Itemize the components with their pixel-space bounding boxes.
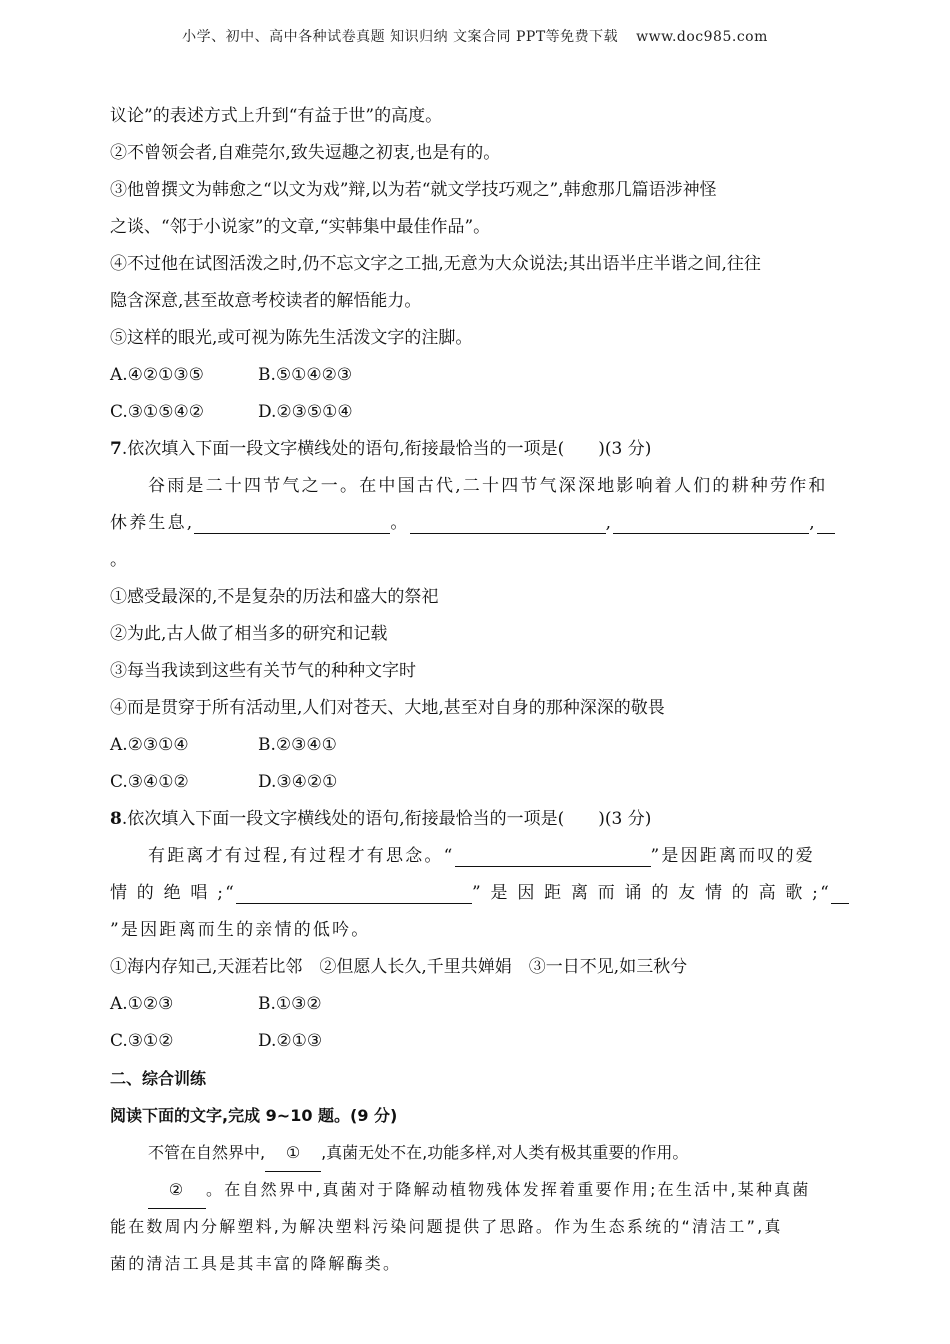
q8-passage-line-3: ”是因距离而生的亲情的低吟。 — [110, 920, 371, 940]
q6-sentence-4-cont: 隐含深意,甚至故意考校读者的解悟能力。 — [110, 291, 422, 311]
q7-passage-line-3: 。 — [110, 550, 127, 570]
q6-sentence-3: ③他曾撰文为韩愈之“以文为戏”辩,以为若“就文学技巧观之”,韩愈那几篇语涉神怪 — [110, 180, 717, 200]
reading-text-1: 不管在自然界中, — [148, 1143, 266, 1162]
reading-paragraph-1 — [110, 1134, 842, 1171]
q7-blank-3[interactable] — [613, 513, 809, 534]
reading-intro: 阅读下面的文字,完成 9~10 题。(9 分) — [110, 1106, 398, 1125]
q7-comma-2: , — [809, 513, 817, 533]
q7-option-b[interactable]: B.②③④① — [258, 735, 337, 755]
document-body — [110, 98, 842, 1282]
q8-option-a[interactable]: A.①②③ — [110, 994, 174, 1014]
q8-option-b[interactable]: B.①③② — [258, 994, 322, 1014]
q7-passage-text: 休养生息, — [110, 513, 195, 533]
q8-options-row-1 — [110, 986, 842, 1023]
reading-paragraph-2-line-2: 能在数周内分解塑料,为解决塑料污染问题提供了思路。作为生态系统的“清洁工”,真 — [110, 1217, 783, 1236]
q6-sentence-5: ⑤这样的眼光,或可视为陈先生活泼文字的注脚。 — [110, 328, 473, 348]
q7-passage-line-2 — [110, 505, 842, 542]
q8-passage-text-2: ”是因距离而叹的爱 — [650, 846, 815, 866]
q7-period: 。 — [390, 513, 410, 533]
q6-options-row-2 — [110, 394, 842, 431]
q8-options-row-2 — [110, 1023, 842, 1060]
q8-blank-2[interactable] — [236, 883, 472, 904]
q7-blank-2[interactable] — [410, 513, 606, 534]
q8-stem — [110, 801, 842, 838]
q7-blank-1[interactable] — [194, 513, 390, 534]
reading-text-2: ,真菌无处不在,功能多样,对人类有极其重要的作用。 — [321, 1143, 689, 1162]
q7-passage-line-1: 谷雨是二十四节气之一。在中国古代,二十四节气深深地影响着人们的耕种劳作和 — [148, 476, 828, 496]
q7-comma-1: , — [605, 513, 614, 533]
q7-blank-4[interactable] — [817, 513, 835, 534]
q7-option-a[interactable]: A.②③①④ — [110, 735, 189, 755]
q6-sentence-3-cont: 之谈、“邻于小说家”的文章,“实韩集中最佳作品”。 — [110, 217, 491, 237]
q6-options-row-1 — [110, 357, 842, 394]
q8-number: 8 — [110, 809, 122, 829]
q8-option-d[interactable]: D.②①③ — [258, 1031, 323, 1051]
q7-options-row-2 — [110, 764, 842, 801]
q7-option-c[interactable]: C.③④①② — [110, 772, 189, 792]
reading-blank-2[interactable]: ② — [148, 1171, 206, 1209]
q7-stem — [110, 431, 842, 468]
q8-passage-line-1 — [110, 838, 842, 875]
q8-passage-text-3: 情 的 绝 唱 ;“ — [110, 883, 237, 903]
q7-sentence-4: ④而是贯穿于所有活动里,人们对苍天、大地,甚至对自身的那种深深的敬畏 — [110, 698, 665, 718]
q7-stem-text: .依次填入下面一段文字横线处的语句,衔接最恰当的一项是( )(3 分) — [121, 439, 652, 459]
q8-blank-1[interactable] — [455, 846, 651, 867]
q7-options-row-1 — [110, 727, 842, 764]
reading-paragraph-2 — [110, 1171, 842, 1208]
section-title: 二、综合训练 — [110, 1069, 207, 1088]
q7-sentence-2: ②为此,古人做了相当多的研究和记载 — [110, 624, 388, 644]
page-header — [0, 26, 950, 46]
reading-blank-1[interactable]: ① — [265, 1134, 321, 1172]
q6-sentence-4: ④不过他在试图活泼之时,仍不忘文字之工拙,无意为大众说法;其出语半庄半谐之间,往往 — [110, 254, 761, 274]
q8-passage-line-2 — [110, 875, 842, 912]
q8-blank-3[interactable] — [831, 883, 849, 904]
q7-sentence-3: ③每当我读到这些有关节气的种种文字时 — [110, 661, 416, 681]
q8-stem-text: .依次填入下面一段文字横线处的语句,衔接最恰当的一项是( )(3 分) — [121, 809, 652, 829]
q6-option-b[interactable]: B.⑤①④②③ — [258, 365, 353, 385]
q8-option-c[interactable]: C.③①② — [110, 1031, 174, 1051]
header-site-link[interactable]: www.doc985.com — [636, 29, 768, 45]
q7-option-d[interactable]: D.③④②① — [258, 772, 338, 792]
q6-option-c[interactable]: C.③①⑤④② — [110, 402, 205, 422]
q8-passage-text-1: 有距离才有过程,有过程才有思念。“ — [148, 846, 455, 866]
q7-sentence-1: ①感受最深的,不是复杂的历法和盛大的祭祀 — [110, 587, 439, 607]
header-text: 小学、初中、高中各种试卷真题 知识归纳 文案合同 PPT等免费下载 — [182, 29, 619, 45]
q6-line-0: 议论”的表述方式上升到“有益于世”的高度。 — [110, 106, 443, 126]
reading-paragraph-2-line-3: 菌的清洁工具是其丰富的降解酶类。 — [110, 1254, 402, 1273]
q6-sentence-2: ②不曾领会者,自难莞尔,致失逗趣之初衷,也是有的。 — [110, 143, 501, 163]
q6-option-d[interactable]: D.②③⑤①④ — [258, 402, 353, 422]
q8-sentences: ①海内存知己,天涯若比邻 ②但愿人长久,千里共婵娟 ③一日不见,如三秋兮 — [110, 957, 688, 977]
q6-option-a[interactable]: A.④②①③⑤ — [110, 365, 204, 385]
q8-passage-text-4: ” 是 因 距 离 而 诵 的 友 情 的 高 歌 ;“ — [472, 883, 832, 903]
q7-number: 7 — [110, 439, 122, 459]
reading-text-3: 。在自然界中,真菌对于降解动植物残体发挥着重要作用;在生活中,某种真菌 — [206, 1180, 811, 1199]
